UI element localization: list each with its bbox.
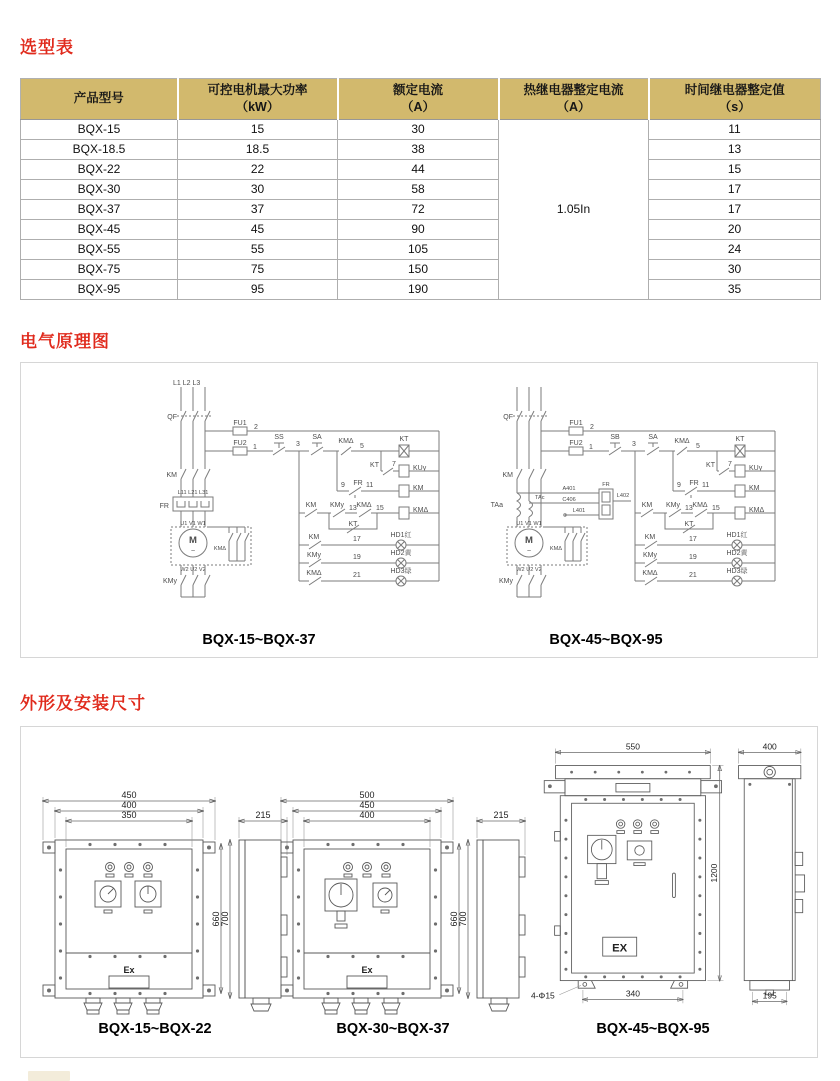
dim-660: 660 [211,911,221,927]
fr-contact-label: FR [689,480,699,487]
col-header-time: 时间继电器整定值 （s） [649,79,821,120]
dimensions-panel [20,726,818,1058]
indicator-lamps [344,863,391,878]
table-row [21,119,821,139]
cell-model: BQX-15 [21,119,178,139]
node-3: 3 [296,441,300,448]
terminal-row-w: W2 U2 V2 [516,567,542,573]
dim-700: 700 [458,911,468,927]
kmd-coil-label: KMΔ [749,507,765,514]
indicator-lamps [616,820,658,834]
cell-model: BQX-22 [21,159,178,179]
dim-500: 500 [359,790,375,800]
cell-power: 75 [178,259,338,279]
wire-1: 1 [589,444,593,451]
dim-350: 350 [121,810,137,820]
sa-label: SA [648,434,658,441]
section-title-selection: 选型表 [20,38,74,57]
kt-coil-label: KT [735,436,745,443]
section-title-dimensions: 外形及安装尺寸 [20,694,146,713]
wire-11: 11 [702,482,710,489]
rotary-switches [325,879,397,928]
motor-label: M [525,535,533,546]
wire-5: 5 [696,443,700,450]
wire-l401: L401 [572,508,586,514]
table-row [21,279,821,299]
cell-model: BQX-37 [21,199,178,219]
cell-model: BQX-75 [21,259,178,279]
col-header-thermal: 热继电器整定电流 （A） [499,79,649,120]
wire-5: 5 [360,443,364,450]
dim-700: 700 [220,911,230,927]
kt-parallel-label: KT [348,521,358,528]
lamp1-contact: KM [308,534,320,541]
cell-current: 72 [338,199,499,219]
kmd-pole-label: KMΔ [213,546,226,552]
km-label: KM [166,472,177,479]
dim-400: 400 [121,800,137,810]
lamp3-contact: KMΔ [642,570,658,577]
schematic-bqx15-37 [133,375,453,627]
schematic-caption-right: BQX-45~BQX-95 [549,632,663,648]
table-row [21,259,821,279]
cell-model: BQX-45 [21,219,178,239]
wire-11: 11 [366,482,374,489]
cell-power: 45 [178,219,338,239]
selection-table [20,78,821,300]
dimension-drawing-bqx30-37 [273,785,533,1020]
fu1-label: FU1 [233,420,247,427]
ex-marking: EX [612,942,628,955]
kt-coil-label: KT [399,436,409,443]
lamp2-contact: KMy [307,552,321,559]
dim-340: 340 [625,988,640,999]
cell-time: 17 [649,199,821,219]
terminal-row-u: U1 V1 W1 [180,521,206,527]
taa-label: TAa [490,502,503,509]
cell-time: 13 [649,139,821,159]
km-label: KM [502,472,513,479]
cell-time: 15 [649,159,821,179]
motor-label: M [189,535,197,546]
col-header-model: 产品型号 [21,79,178,120]
section-title-schematic: 电气原理图 [20,332,110,351]
kmd-contact2-label: KMΔ [356,502,372,509]
col-header-power: 可控电机最大功率 （kW） [178,79,338,120]
cell-time: 35 [649,279,821,299]
wire-2: 2 [254,424,258,431]
dim-660: 660 [449,911,459,927]
table-row [21,139,821,159]
km-contact-label: KM [641,502,653,509]
kmy-pole-label: KMy [499,578,513,585]
phase-labels: L1 L2 L3 [173,380,201,387]
dim-215: 215 [255,810,271,820]
rotary-switch [588,835,616,884]
km-contact-label: KM [305,502,317,509]
node-3: 3 [632,441,636,448]
kmd-contact-label: KMΔ [338,438,354,445]
cell-power: 55 [178,239,338,259]
dim-450: 450 [359,800,375,810]
wire-13: 13 [349,505,357,512]
kmy-pole-label: KMy [163,578,177,585]
wire-l402: L402 [616,493,630,499]
schematic-caption-left: BQX-15~BQX-37 [202,632,316,648]
motor-tilde: ~ [526,548,532,555]
wire-21: 21 [689,572,697,579]
cell-time: 11 [649,119,821,139]
wire-19: 19 [689,554,697,561]
cell-model: BQX-55 [21,239,178,259]
lamp2-label: HD2黄 [726,550,748,557]
kt-contact-label: KT [370,462,379,469]
fu1-label: FU1 [569,420,583,427]
lamp3-label: HD3绿 [726,568,748,575]
kuy-coil-label: KUy [413,465,427,472]
terminal-row-u: U1 V1 W1 [516,521,542,527]
cell-time: 30 [649,259,821,279]
col-header-current: 额定电流 （A） [338,79,499,120]
cropped-artifact [28,1071,70,1081]
cell-current: 90 [338,219,499,239]
cell-current: 38 [338,139,499,159]
dim-450: 450 [121,790,137,800]
dim-550: 550 [625,741,640,752]
lamp2-label: HD2黄 [390,550,412,557]
kuy-coil-label: KUy [749,465,763,472]
cell-current: 150 [338,259,499,279]
cell-power: 30 [178,179,338,199]
kmy-contact-label: KMy [330,502,344,509]
schematic-panel [20,362,818,658]
cell-current: 190 [338,279,499,299]
dim-215: 215 [493,810,509,820]
drawing-caption-2: BQX-30~BQX-37 [336,1021,450,1037]
table-row [21,199,821,219]
lamp3-label: HD3绿 [390,568,412,575]
cell-time: 20 [649,219,821,239]
cell-model: BQX-30 [21,179,178,199]
cell-power: 95 [178,279,338,299]
fr-contact-label: FR [353,480,363,487]
km-coil-label: KM [749,485,760,492]
terminal-row-w: W2 U2 V2 [180,567,206,573]
dimension-drawing-bqx45-95 [529,741,817,1024]
kmd-coil-label: KMΔ [413,507,429,514]
cell-current: 30 [338,119,499,139]
fr-label: FR [159,503,169,510]
wire-19: 19 [353,554,361,561]
cell-current: 105 [338,239,499,259]
drawing-caption-3: BQX-45~BQX-95 [596,1021,710,1037]
wire-a401: A401 [562,486,576,492]
wire-15: 15 [376,505,384,512]
cell-time: 17 [649,179,821,199]
sa-label: SA [312,434,322,441]
fu2-label: FU2 [233,440,247,447]
wire-9: 9 [677,482,681,489]
table-row [21,159,821,179]
cell-model: BQX-95 [21,279,178,299]
dim-195: 195 [762,990,777,1001]
cell-time: 24 [649,239,821,259]
qf-label: QF [167,414,177,421]
kmd-contact2-label: KMΔ [692,502,708,509]
mounting-feet [578,981,687,989]
dim-400: 400 [762,741,777,752]
wire-7: 7 [728,461,732,468]
schematic-bqx45-95 [469,375,789,627]
lamp1-label: HD1红 [390,532,412,539]
kmd-contact-label: KMΔ [674,438,690,445]
wire-1: 1 [253,444,257,451]
cell-current: 44 [338,159,499,179]
dim-holes: 4-Φ15 [531,990,555,1001]
table-row [21,179,821,199]
cable-glands [84,998,162,1014]
kt-contact-label: KT [706,462,715,469]
wire-c406: C406 [562,497,576,503]
wire-7: 7 [392,461,396,468]
cell-power: 18.5 [178,139,338,159]
qf-label: QF [503,414,513,421]
cell-thermal-merged: 1.05In [499,119,649,299]
wire-17: 17 [353,536,361,543]
dimension-drawing-bqx15-22 [35,785,295,1020]
table-row [21,219,821,239]
cell-current: 58 [338,179,499,199]
cable-glands [322,998,400,1014]
cell-model: BQX-18.5 [21,139,178,159]
lamp1-contact: KM [644,534,656,541]
km-coil-label: KM [413,485,424,492]
sb-label: SB [610,434,620,441]
lamp3-contact: KMΔ [306,570,322,577]
cell-power: 15 [178,119,338,139]
dim-1200: 1200 [708,863,719,883]
table-row [21,239,821,259]
fu2-label: FU2 [569,440,583,447]
ss-label: SS [274,434,284,441]
motor-tilde: ~ [190,548,196,555]
drawing-caption-1: BQX-15~BQX-22 [98,1021,212,1037]
cell-power: 37 [178,199,338,219]
dim-400: 400 [359,810,375,820]
terminal-row-l: L11 L21 L31 [177,490,209,496]
lamp2-contact: KMy [643,552,657,559]
wire-2: 2 [590,424,594,431]
wire-13: 13 [685,505,693,512]
control-unit [627,841,652,866]
wire-17: 17 [689,536,697,543]
ex-marking: Ex [361,965,373,975]
wire-15: 15 [712,505,720,512]
wire-21: 21 [353,572,361,579]
table-header-row [21,79,821,120]
lamp1-label: HD1红 [726,532,748,539]
tac-label: TAc [535,495,545,501]
fr-element-label: FR [602,482,610,488]
kt-parallel-label: KT [684,521,694,528]
rotary-switches [95,881,161,913]
kmy-contact-label: KMy [666,502,680,509]
kmd-pole-label: KMΔ [549,546,562,552]
cell-power: 22 [178,159,338,179]
wire-9: 9 [341,482,345,489]
indicator-lamps [106,863,153,878]
ex-marking: Ex [123,965,135,975]
